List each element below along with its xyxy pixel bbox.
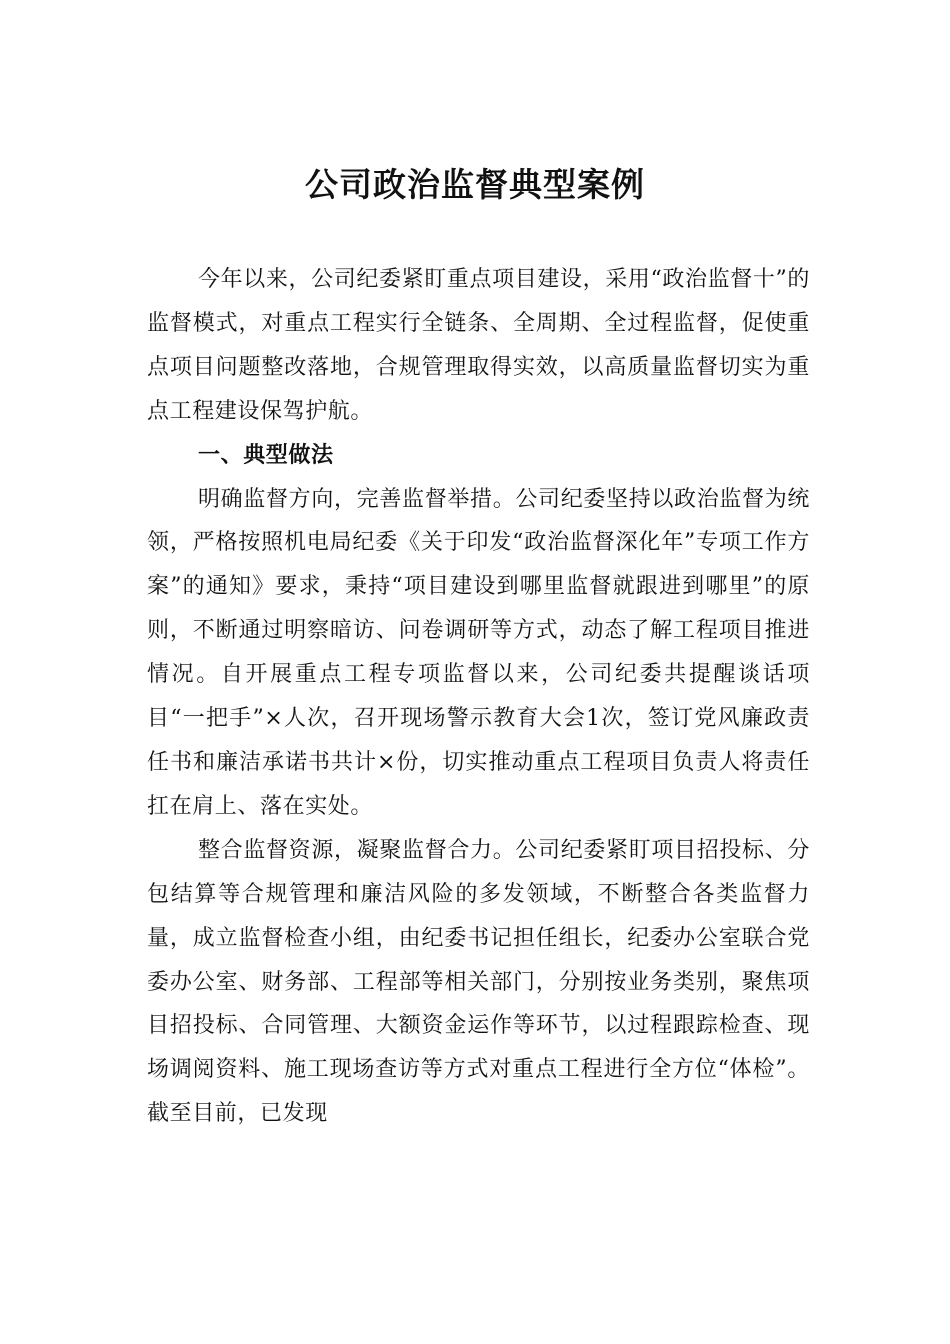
document-body (147, 258, 810, 1136)
section-heading: 一、典型做法 (198, 442, 334, 468)
body-paragraph: 整合监督资源，凝聚监督合力。公司纪委紧盯项目招投标、分包结算等合规管理和廉洁风险的多发领域，不断整合各类监督力量，成立监督检查小组，由纪委书记担任组长，纪委办公室联合党委办公室、财务部、工程部等相关部门，分别按业务类别，聚焦项目招投标、合同管理、大额资金运作等环节，以过程跟踪检查、现场调阅资料、施工现场查访等方式对重点工程进行全方位“体检”。截至目前，已发现 (147, 837, 810, 1127)
intro-paragraph: 今年以来，公司纪委紧盯重点项目建设，采用“政治监督十”的监督模式，对重点工程实行全链条、全周期、全过程监督，促使重点项目问题整改落地，合规管理取得实效，以高质量监督切实为重点工程建设保驾护航。 (147, 267, 810, 424)
body-paragraph: 明确监督方向，完善监督举措。公司纪委坚持以政治监督为统领，严格按照机电局纪委《关于印发“政治监督深化年”专项工作方案”的通知》要求，秉持“项目建设到哪里监督就跟进到哪里”的原则，不断通过明察暗访、问卷调研等方式，动态了解工程项目推进情况。自开展重点工程专项监督以来，公司纪委共提醒谈话项目“一把手”×人次，召开现场警示教育大会1次，签订党风廉政责任书和廉洁承诺书共计×份，切实推动重点工程项目负责人将责任扛在肩上、落在实处。 (147, 486, 810, 819)
document-title: 公司政治监督典型案例 (305, 165, 645, 204)
